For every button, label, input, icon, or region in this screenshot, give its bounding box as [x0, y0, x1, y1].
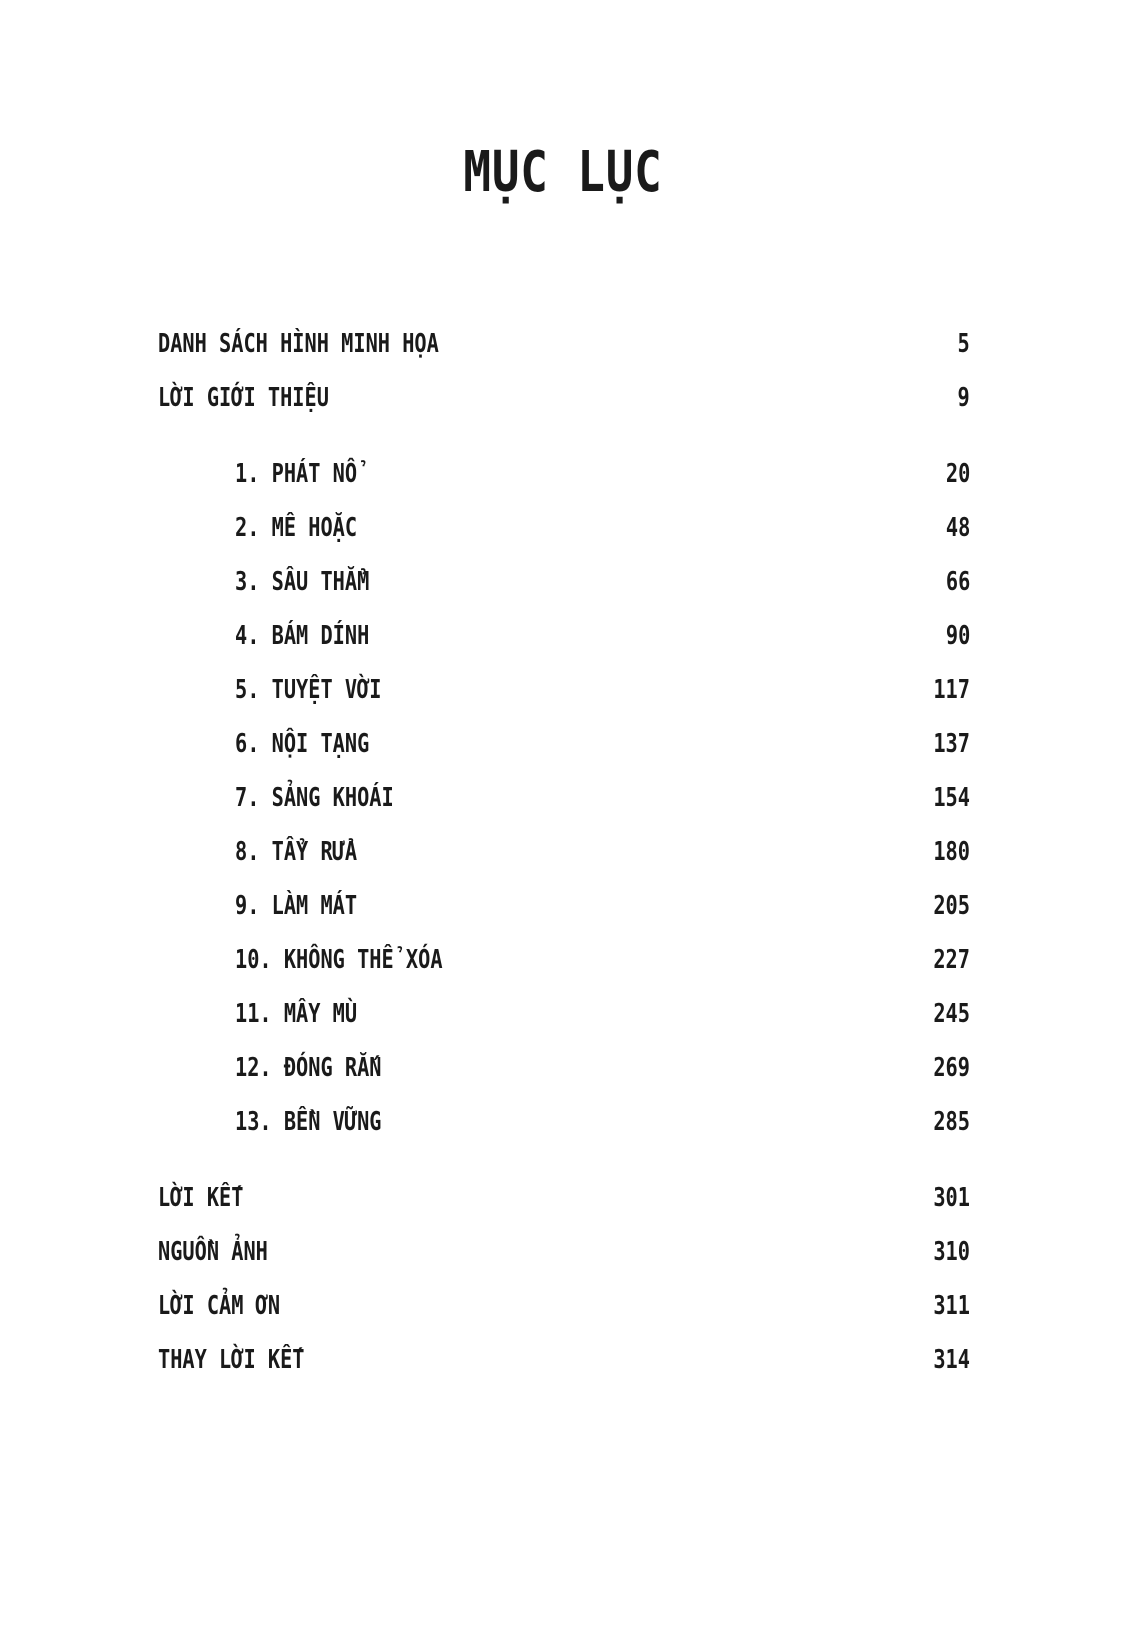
toc-entry-chapter-9[interactable]: [235, 886, 970, 926]
toc-entry-list-of-illustrations[interactable]: [158, 324, 970, 364]
toc-entry-label: 12. ĐÓNG RẮN: [235, 1053, 382, 1083]
toc-entry-afterword[interactable]: [158, 1340, 970, 1380]
toc-entry-page: 301: [933, 1183, 970, 1213]
toc-entry-label: 7. SẢNG KHOÁI: [235, 783, 394, 813]
toc-entry-chapter-13[interactable]: [235, 1102, 970, 1142]
toc-entry-label: 11. MÂY MÙ: [235, 999, 358, 1029]
toc-entry-page: 285: [933, 1107, 970, 1137]
toc-entry-page: 90: [945, 621, 970, 651]
toc-entry-page: 48: [945, 513, 970, 543]
toc-entry-label: LỜI CẢM ƠN: [158, 1291, 281, 1321]
toc-entry-chapter-1[interactable]: [235, 454, 970, 494]
toc-entry-image-sources[interactable]: [158, 1232, 970, 1272]
toc-entry-label: 3. SÂU THẲM: [235, 567, 370, 597]
toc-entry-chapter-2[interactable]: [235, 508, 970, 548]
toc-entry-epilogue[interactable]: [158, 1178, 970, 1218]
toc-entry-page: 314: [933, 1345, 970, 1375]
toc-entry-page: 137: [933, 729, 970, 759]
toc-entry-chapter-4[interactable]: [235, 616, 970, 656]
toc-entry-chapter-5[interactable]: [235, 670, 970, 710]
toc-entry-page: 66: [945, 567, 970, 597]
toc-entry-label: 4. BÁM DÍNH: [235, 621, 370, 651]
toc-entry-page: 154: [933, 783, 970, 813]
toc-entry-page: 310: [933, 1237, 970, 1267]
toc-entry-label: 1. PHÁT NỔ: [235, 459, 358, 489]
toc-entry-label: THAY LỜI KẾT: [158, 1345, 305, 1375]
toc-entry-label: 2. MÊ HOẶC: [235, 513, 358, 543]
toc-entry-label: DANH SÁCH HÌNH MINH HỌA: [158, 329, 439, 359]
toc-entry-chapter-3[interactable]: [235, 562, 970, 602]
toc-entry-page: 20: [945, 459, 970, 489]
toc-entry-page: 5: [957, 329, 970, 359]
toc-entry-label: 5. TUYỆT VỜI: [235, 675, 382, 705]
toc-entry-chapter-12[interactable]: [235, 1048, 970, 1088]
toc-entry-page: 245: [933, 999, 970, 1029]
toc-entry-page: 311: [933, 1291, 970, 1321]
toc-entry-page: 180: [933, 837, 970, 867]
toc-entry-introduction[interactable]: [158, 378, 970, 418]
toc-entry-chapter-11[interactable]: [235, 994, 970, 1034]
page-title: MỤC LỤC: [463, 140, 663, 205]
toc-entry-label: 13. BỀN VỮNG: [235, 1107, 382, 1137]
toc-entry-acknowledgements[interactable]: [158, 1286, 970, 1326]
toc-entry-chapter-8[interactable]: [235, 832, 970, 872]
toc-entry-label: 10. KHÔNG THỂ XÓA: [235, 945, 443, 975]
toc-entry-label: NGUỒN ẢNH: [158, 1237, 268, 1267]
toc-entry-chapter-6[interactable]: [235, 724, 970, 764]
toc-entry-label: 6. NỘI TẠNG: [235, 729, 370, 759]
toc-entry-page: 117: [933, 675, 970, 705]
toc-entry-label: LỜI GIỚI THIỆU: [158, 383, 329, 413]
toc-entry-chapter-7[interactable]: [235, 778, 970, 818]
toc-entry-page: 9: [957, 383, 970, 413]
toc-entry-page: 227: [933, 945, 970, 975]
toc-entry-label: 8. TẨY RỬA: [235, 837, 358, 867]
toc-entry-page: 269: [933, 1053, 970, 1083]
toc-entry-label: LỜI KẾT: [158, 1183, 244, 1213]
toc-entry-page: 205: [933, 891, 970, 921]
toc-entry-label: 9. LÀM MÁT: [235, 891, 358, 921]
toc-entry-chapter-10[interactable]: [235, 940, 970, 980]
